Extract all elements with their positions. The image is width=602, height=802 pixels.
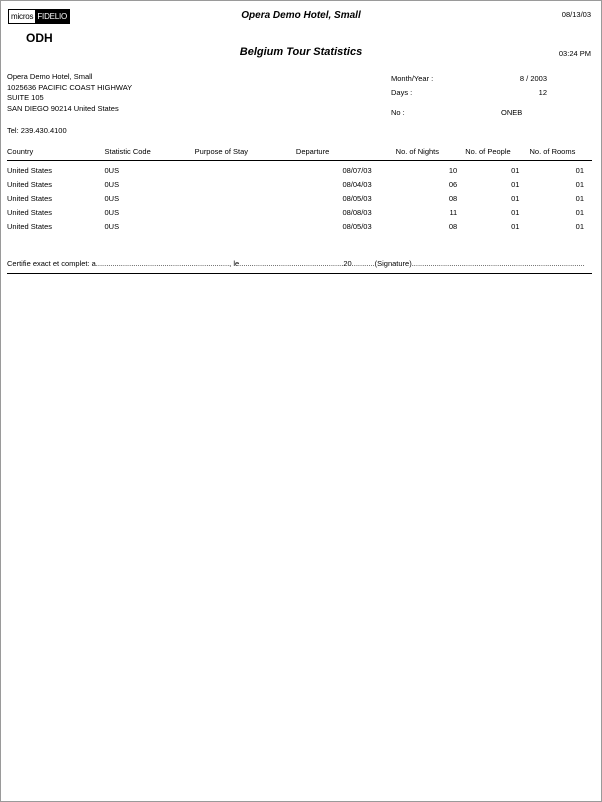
cell-country: United States <box>7 166 53 175</box>
cell-statistic-code: 0US <box>104 166 120 175</box>
cell-nights: 08 <box>448 222 458 231</box>
address-line-3: SUITE 105 <box>7 93 44 102</box>
logo-text-fidelio: FIDELIO <box>37 12 68 21</box>
address-line-1: Opera Demo Hotel, Small <box>7 72 93 81</box>
print-time: 03:24 PM <box>558 49 591 58</box>
cell-departure: 08/08/03 <box>342 208 372 217</box>
cell-departure: 08/04/03 <box>342 180 372 189</box>
cell-rooms: 01 <box>575 208 584 217</box>
cell-purpose <box>195 203 296 217</box>
cell-statistic-code: 0US <box>104 180 120 189</box>
meta-value-month-year: 8 / 2003 <box>519 74 547 83</box>
cell-people: 01 <box>511 208 520 217</box>
cell-statistic-code: 0US <box>104 208 120 217</box>
cell-country: United States <box>7 208 53 217</box>
table-row <box>7 217 592 231</box>
cell-nights: 11 <box>449 208 458 217</box>
cell-purpose <box>195 175 296 189</box>
cell-departure: 08/05/03 <box>342 222 372 231</box>
column-header-country: Country <box>7 147 104 161</box>
meta-value-no: ONEB <box>501 108 523 117</box>
table-row <box>7 161 592 176</box>
signature-line: Certifie exact et complet: a................................................................, le..................................................20...........(Signature)................................................................................... <box>7 259 585 268</box>
cell-people: 01 <box>511 222 520 231</box>
cell-nights: 10 <box>448 166 458 175</box>
address-line-4: SAN DIEGO 90214 United States <box>7 103 119 113</box>
column-header-departure: Departure <box>296 147 396 161</box>
column-header-nights: No. of Nights <box>396 147 466 161</box>
cell-rooms: 01 <box>575 222 584 231</box>
table-row <box>7 175 592 189</box>
cell-rooms: 01 <box>575 166 584 175</box>
column-header-people: No. of People <box>465 147 529 161</box>
cell-purpose <box>195 217 296 231</box>
cell-country: United States <box>7 222 53 231</box>
print-date: 08/13/03 <box>561 10 591 19</box>
column-header-statistic-code: Statistic Code <box>104 147 194 161</box>
cell-nights: 08 <box>448 194 458 203</box>
cell-country: United States <box>7 194 53 203</box>
report-parameters <box>391 72 591 120</box>
cell-people: 01 <box>511 180 520 189</box>
cell-nights: 06 <box>448 180 458 189</box>
statistics-table <box>7 147 592 231</box>
cell-departure: 08/07/03 <box>342 166 372 175</box>
cell-people: 01 <box>511 166 520 175</box>
meta-row-no <box>391 106 591 120</box>
hotel-code: ODH <box>26 31 53 45</box>
address-line-2: 1025636 PACIFIC COAST HIGHWAY <box>7 82 133 92</box>
meta-label-no: No : <box>391 108 405 117</box>
column-header-rooms: No. of Rooms <box>529 147 592 161</box>
hotel-title: Opera Demo Hotel, Small <box>241 10 361 21</box>
cell-rooms: 01 <box>575 180 584 189</box>
cell-statistic-code: 0US <box>104 194 120 203</box>
meta-row-month-year <box>391 72 591 86</box>
cell-departure: 08/05/03 <box>342 194 372 203</box>
cell-purpose <box>195 189 296 203</box>
meta-value-days: 12 <box>538 88 547 97</box>
table-header-row <box>7 147 592 161</box>
table-row <box>7 203 592 217</box>
cell-purpose <box>195 161 296 176</box>
cell-rooms: 01 <box>575 194 584 203</box>
meta-label-month-year: Month/Year : <box>391 74 434 83</box>
cell-country: United States <box>7 180 53 189</box>
column-header-purpose-of-stay: Purpose of Stay <box>195 147 296 161</box>
cell-people: 01 <box>511 194 520 203</box>
logo-text-micros: micros <box>11 12 34 21</box>
meta-label-days: Days : <box>391 88 413 97</box>
hotel-telephone: Tel: 239.430.4100 <box>7 126 67 135</box>
table-row <box>7 189 592 203</box>
cell-statistic-code: 0US <box>104 222 120 231</box>
hotel-address <box>7 72 132 114</box>
meta-row-days <box>391 86 591 100</box>
footer-divider <box>7 273 592 274</box>
page-title: Belgium Tour Statistics <box>239 46 363 58</box>
